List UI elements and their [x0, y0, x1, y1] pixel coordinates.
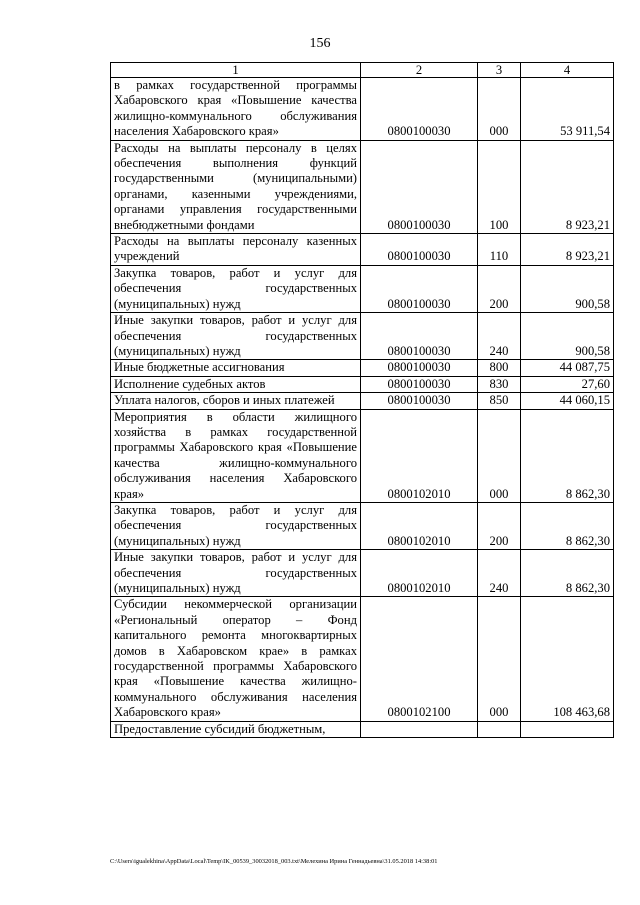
row-amount-cell: 900,58	[521, 265, 614, 312]
table-row	[111, 550, 614, 597]
row-type-cell: 850	[478, 393, 521, 409]
row-name-cell: Закупка товаров, работ и услуг для обеспечения государственных (муниципальных) нужд	[111, 265, 361, 312]
table-row	[111, 597, 614, 721]
row-type-cell: 240	[478, 313, 521, 360]
table-row	[111, 234, 614, 266]
row-name-cell: в рамках государственной программы Хабаровского края «Повышение качества жилищно-коммунального обслуживания населения Хабаровского края»	[111, 78, 361, 141]
row-name-cell: Субсидии некоммерческой организации «Региональный оператор – Фонд капитального ремонта многоквартирных домов в Хабаровском крае» в рамках государственной программы Хабаровского края «Повышение качества жилищно-коммунального обслуживания населения Хабаровского края»	[111, 597, 361, 721]
row-code-cell: 0800102010	[361, 502, 478, 549]
column-header-1: 1	[111, 63, 361, 78]
row-code-cell: 0800102010	[361, 409, 478, 502]
column-header-4: 4	[521, 63, 614, 78]
table-row	[111, 313, 614, 360]
row-amount-cell	[521, 721, 614, 737]
row-code-cell: 0800100030	[361, 360, 478, 376]
row-code-cell	[361, 721, 478, 737]
table-row	[111, 265, 614, 312]
row-code-cell: 0800100030	[361, 140, 478, 233]
row-amount-cell: 108 463,68	[521, 597, 614, 721]
row-amount-cell: 44 060,15	[521, 393, 614, 409]
table-row	[111, 721, 614, 737]
row-name-cell: Иные закупки товаров, работ и услуг для обеспечения государственных (муниципальных) нужд	[111, 313, 361, 360]
row-amount-cell: 44 087,75	[521, 360, 614, 376]
row-type-cell: 100	[478, 140, 521, 233]
row-type-cell: 000	[478, 597, 521, 721]
row-name-cell: Иные закупки товаров, работ и услуг для обеспечения государственных (муниципальных) нужд	[111, 550, 361, 597]
table-header-row	[111, 63, 614, 78]
row-code-cell: 0800100030	[361, 313, 478, 360]
row-type-cell: 240	[478, 550, 521, 597]
row-amount-cell: 8 862,30	[521, 502, 614, 549]
row-name-cell: Иные бюджетные ассигнования	[111, 360, 361, 376]
table-row	[111, 393, 614, 409]
file-path-footer: C:\Users\igualekhina\AppData\Local\Temp\IK_00539_30032018_003.txt\Мелехина Ирина Геннадьевна\31.05.2018 14:38:01	[110, 858, 438, 865]
row-name-cell: Мероприятия в области жилищного хозяйства в рамках государственной программы Хабаровского края «Повышение качества жилищно-коммунального обслуживания населения Хабаровского края»	[111, 409, 361, 502]
row-type-cell: 000	[478, 409, 521, 502]
row-amount-cell: 53 911,54	[521, 78, 614, 141]
row-type-cell: 110	[478, 234, 521, 266]
row-type-cell: 800	[478, 360, 521, 376]
row-name-cell: Расходы на выплаты персоналу казенных учреждений	[111, 234, 361, 266]
row-type-cell: 000	[478, 78, 521, 141]
row-amount-cell: 8 862,30	[521, 409, 614, 502]
row-name-cell: Закупка товаров, работ и услуг для обеспечения государственных (муниципальных) нужд	[111, 502, 361, 549]
row-amount-cell: 900,58	[521, 313, 614, 360]
row-name-cell: Уплата налогов, сборов и иных платежей	[111, 393, 361, 409]
row-type-cell: 200	[478, 265, 521, 312]
table-row	[111, 140, 614, 233]
column-header-2: 2	[361, 63, 478, 78]
row-code-cell: 0800100030	[361, 78, 478, 141]
page-number: 156	[309, 36, 331, 51]
row-code-cell: 0800100030	[361, 234, 478, 266]
column-header-3: 3	[478, 63, 521, 78]
row-type-cell: 830	[478, 376, 521, 392]
row-amount-cell: 8 923,21	[521, 234, 614, 266]
table-row	[111, 360, 614, 376]
budget-table	[110, 62, 614, 738]
row-name-cell: Расходы на выплаты персоналу в целях обеспечения выполнения функций государственными (муниципальными) органами, казенными учреждениями, органами управления государственными внебюджетными фондами	[111, 140, 361, 233]
row-amount-cell: 8 923,21	[521, 140, 614, 233]
table-row	[111, 376, 614, 392]
table-row	[111, 78, 614, 141]
row-name-cell: Предоставление субсидий бюджетным,	[111, 721, 361, 737]
row-amount-cell: 27,60	[521, 376, 614, 392]
table-row	[111, 502, 614, 549]
row-code-cell: 0800102010	[361, 550, 478, 597]
row-amount-cell: 8 862,30	[521, 550, 614, 597]
row-type-cell: 200	[478, 502, 521, 549]
row-code-cell: 0800102100	[361, 597, 478, 721]
row-code-cell: 0800100030	[361, 265, 478, 312]
row-code-cell: 0800100030	[361, 393, 478, 409]
row-type-cell	[478, 721, 521, 737]
row-name-cell: Исполнение судебных актов	[111, 376, 361, 392]
table-row	[111, 409, 614, 502]
row-code-cell: 0800100030	[361, 376, 478, 392]
